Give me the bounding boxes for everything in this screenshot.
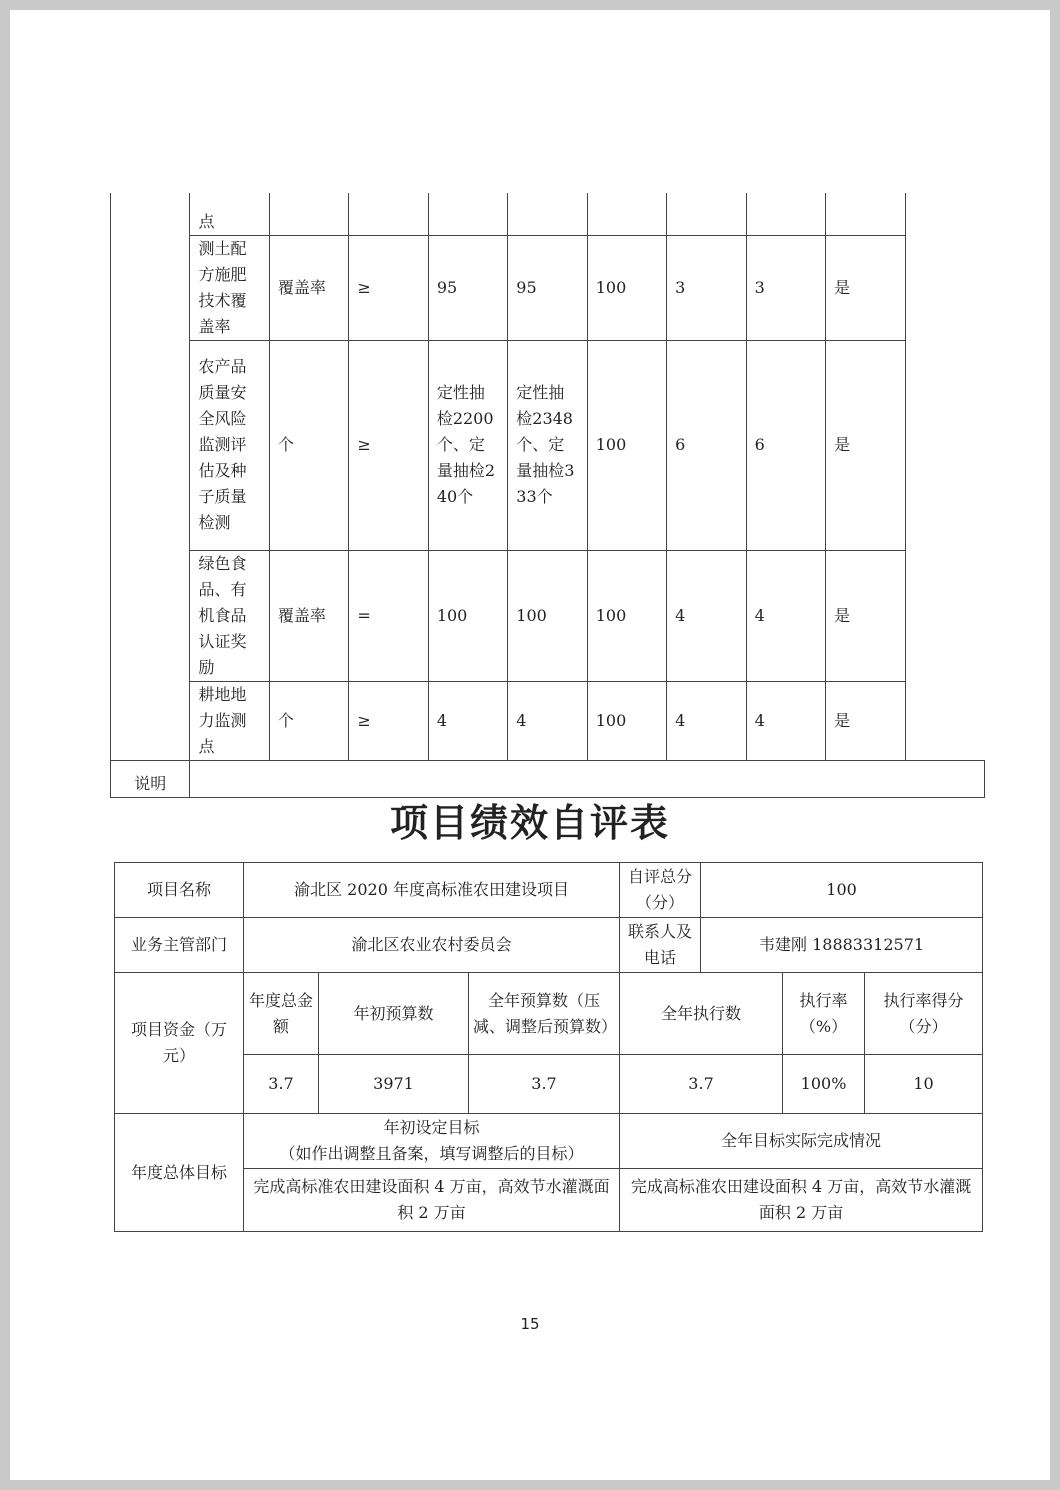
indicator-rows (111, 193, 985, 760)
funds-header: 全年预算数（压减、调整后预算数） (469, 973, 620, 1055)
indicator-name: 测土配方施肥技术覆盖率 (190, 235, 269, 340)
note-label: 说明 (111, 760, 190, 797)
indicator-weight: 100 (587, 681, 666, 760)
indicator-target: 4 (428, 681, 507, 760)
self-evaluation-table (114, 862, 983, 1232)
indicator-done (826, 193, 905, 235)
indicator-done: 是 (826, 681, 905, 760)
row-group-cell (111, 193, 190, 760)
funds-label: 项目资金（万元） (115, 973, 244, 1114)
indicator-score2: 4 (746, 550, 825, 681)
indicator-name: 农产品质量安全风险监测评估及种子质量检测 (190, 340, 269, 550)
indicator-target: 95 (428, 235, 507, 340)
indicator-name: 耕地地力监测点 (190, 681, 269, 760)
indicator-unit: 覆盖率 (269, 235, 348, 340)
goal-plan-header: 年初设定目标 （如作出调整且备案，填写调整后的目标） (244, 1114, 620, 1169)
indicator-row (111, 550, 985, 681)
indicator-op: ≥ (349, 681, 428, 760)
total-score: 100 (701, 863, 983, 918)
indicator-score2: 3 (746, 235, 825, 340)
funds-header: 年初预算数 (319, 973, 469, 1055)
indicator-actual: 100 (508, 550, 587, 681)
funds-value: 100% (783, 1055, 865, 1114)
indicator-actual (508, 193, 587, 235)
indicator-name: 绿色食品、有机食品认证奖励 (190, 550, 269, 681)
indicator-weight (587, 193, 666, 235)
indicator-unit: 覆盖率 (269, 550, 348, 681)
indicator-actual: 95 (508, 235, 587, 340)
document-page (10, 10, 1050, 1480)
indicator-score2 (746, 193, 825, 235)
performance-indicator-table (110, 193, 985, 798)
indicator-row (111, 681, 985, 760)
indicator-target (428, 193, 507, 235)
indicator-weight: 100 (587, 550, 666, 681)
indicator-done: 是 (826, 235, 905, 340)
indicator-op: = (349, 550, 428, 681)
indicator-op: ≥ (349, 340, 428, 550)
goal-actual-header: 全年目标实际完成情况 (620, 1114, 983, 1169)
indicator-target: 100 (428, 550, 507, 681)
indicator-score1: 6 (667, 340, 746, 550)
funds-value: 10 (865, 1055, 983, 1114)
total-score-label: 自评总分（分） (620, 863, 701, 918)
page-number: 15 (520, 1315, 540, 1333)
indicator-actual: 定性抽检2348个、定量抽检333个 (508, 340, 587, 550)
indicator-name: 点 (190, 193, 269, 235)
indicator-score1 (667, 193, 746, 235)
funds-value: 3971 (319, 1055, 469, 1114)
indicator-score2: 6 (746, 340, 825, 550)
indicator-weight: 100 (587, 235, 666, 340)
funds-value: 3.7 (469, 1055, 620, 1114)
indicator-actual: 4 (508, 681, 587, 760)
indicator-done: 是 (826, 340, 905, 550)
indicator-unit (269, 193, 348, 235)
page-title: 项目绩效自评表 (389, 800, 670, 845)
goal-label: 年度总体目标 (115, 1114, 244, 1232)
funds-header: 执行率（%） (783, 973, 865, 1055)
indicator-weight: 100 (587, 340, 666, 550)
indicator-op: ≥ (349, 235, 428, 340)
funds-header: 年度总金额 (244, 973, 319, 1055)
goal-actual: 完成高标准农田建设面积 4 万亩，高效节水灌溉面积 2 万亩 (620, 1169, 983, 1232)
project-name-label: 项目名称 (115, 863, 244, 918)
funds-header: 执行率得分（分） (865, 973, 983, 1055)
contact-label: 联系人及电话 (620, 918, 701, 973)
contact-value: 韦建刚 18883312571 (701, 918, 983, 973)
indicator-unit: 个 (269, 340, 348, 550)
indicator-score1: 3 (667, 235, 746, 340)
funds-value: 3.7 (620, 1055, 783, 1114)
indicator-row (111, 193, 985, 235)
indicator-score1: 4 (667, 681, 746, 760)
indicator-score2: 4 (746, 681, 825, 760)
dept-value: 渝北区农业农村委员会 (244, 918, 620, 973)
dept-label: 业务主管部门 (115, 918, 244, 973)
indicator-target: 定性抽检2200个、定量抽检240个 (428, 340, 507, 550)
goal-plan: 完成高标准农田建设面积 4 万亩，高效节水灌溉面积 2 万亩 (244, 1169, 620, 1232)
funds-value: 3.7 (244, 1055, 319, 1114)
indicator-row (111, 235, 985, 340)
indicator-unit: 个 (269, 681, 348, 760)
indicator-row (111, 340, 985, 550)
project-name: 渝北区 2020 年度高标准农田建设项目 (244, 863, 620, 918)
indicator-op (349, 193, 428, 235)
funds-header: 全年执行数 (620, 973, 783, 1055)
indicator-score1: 4 (667, 550, 746, 681)
indicator-done: 是 (826, 550, 905, 681)
